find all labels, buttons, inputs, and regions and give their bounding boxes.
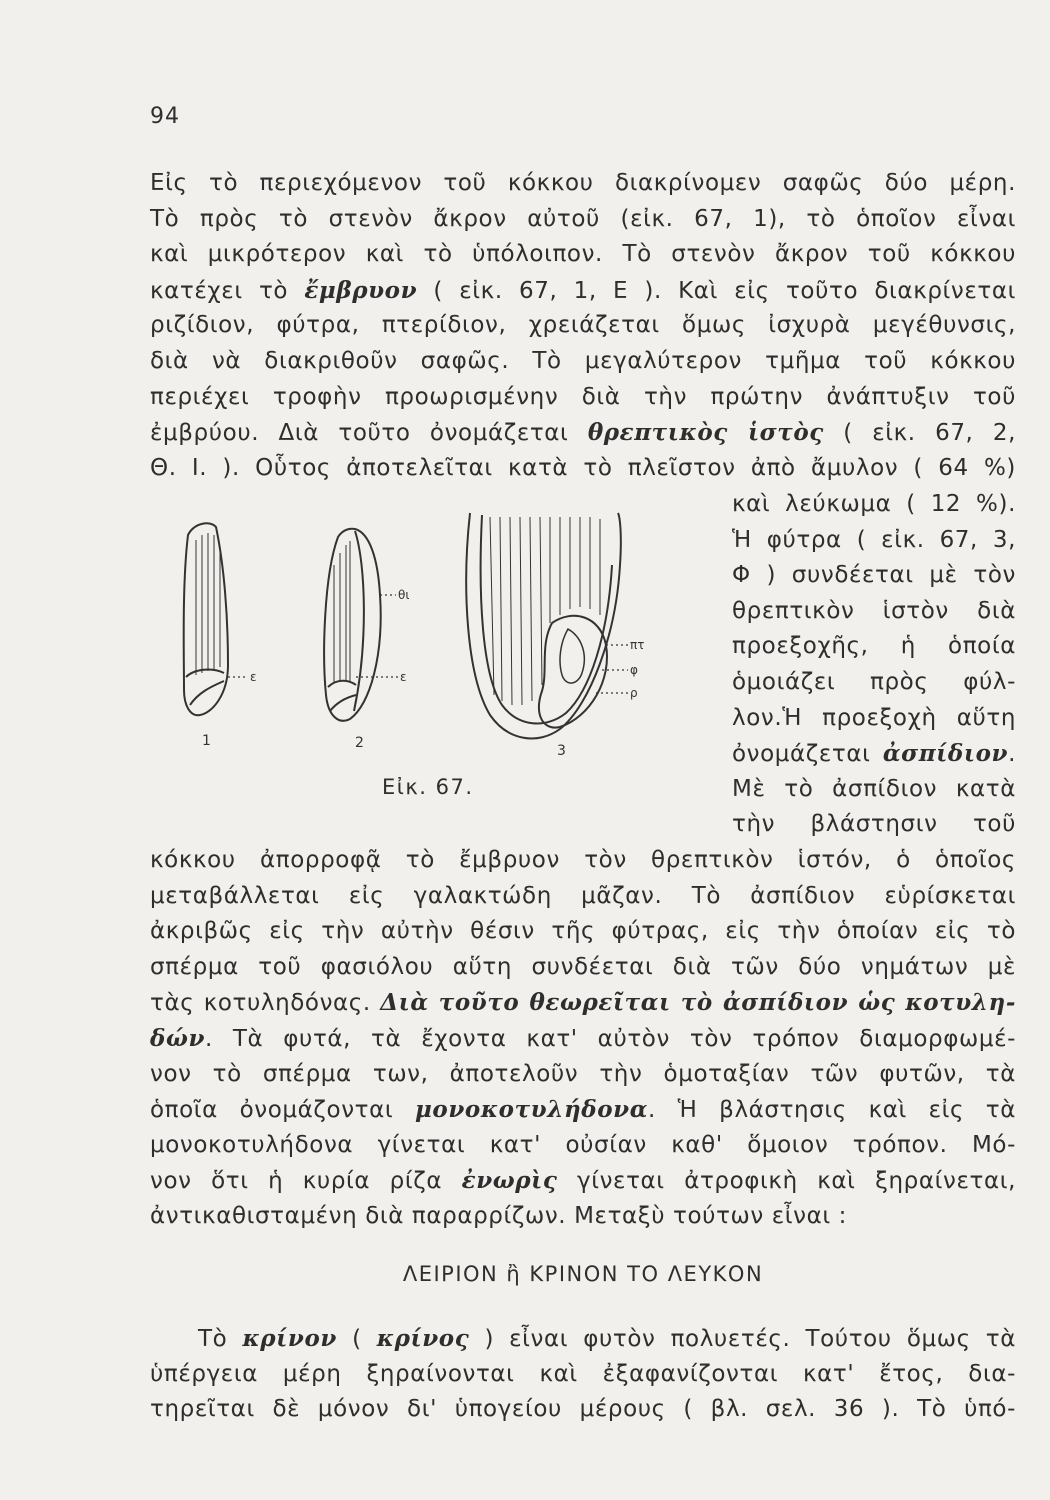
text-fragment: κατέχει τὸ: [150, 277, 305, 304]
text-line: [150, 985, 1016, 1021]
text-line: νον τὸ σπέρμα των, ἀποτελοῦν τὴν ὁμοταξίαν τῶν φυτῶν, τὰ: [150, 1060, 1016, 1087]
term-scutellum-statement: Διὰ τοῦτο θεωρεῖται τὸ ἀσπίδιον ὡς κοτυλη-: [380, 989, 1017, 1017]
text-line: [150, 273, 1016, 309]
text-line: καὶ μικρότερον καὶ τὸ ὑπόλοιπον. Τὸ στενὸν ἄκρον τοῦ κόκκου: [150, 241, 1016, 268]
text-line: Τὸ πρὸς τὸ στενὸν ἄκρον αὐτοῦ (εἰκ. 67, 1), τὸ ὁποῖον εἶναι: [150, 205, 1016, 232]
text-line: Εἰς τὸ περιεχόμενον τοῦ κόκκου διακρίνομεν σαφῶς δύο μέρη.: [150, 170, 1016, 196]
section-heading: ΛΕΙΡΙΟΝ ἢ ΚΡΙΝΟΝ ΤΟ ΛΕΥΚΟΝ: [402, 1262, 764, 1286]
term-lily: κρίνον: [242, 1325, 337, 1352]
text-line: ὑπέργεια μέρη ξηραίνονται καὶ ἐξαφανίζονται κατ' ἔτος, δια-: [150, 1360, 1016, 1387]
grain-1-hatching: [196, 533, 220, 675]
text-fragment: γίνεται ἀτροφικὴ καὶ ξηραίνεται,: [557, 1168, 1016, 1195]
term-monocotyledons: μονοκοτυλήδονα: [414, 1096, 649, 1124]
label-e2: ε: [400, 670, 407, 684]
term-lily-alt: κρίνος: [376, 1325, 470, 1352]
text-fragment: νον ὅτι ἡ κυρία ρίζα: [150, 1168, 462, 1195]
grain-illustration: [150, 505, 725, 805]
text-line: ἀντικαθισταμένη διὰ παραρρίζων. Μεταξὺ τούτων εἶναι :: [150, 1202, 848, 1229]
text-fragment: ( εἰκ. 67, 2,: [823, 420, 1016, 447]
text-line: [150, 415, 1016, 451]
grain-2-embryo: [328, 681, 356, 711]
text-fragment: ὀνομάζεται: [732, 741, 883, 768]
text-line: μεταβάλλεται εἰς γαλακτώδη μᾶζαν. Τὸ ἀσπίδιον εὑρίσκεται: [150, 882, 1016, 909]
text-line: περιέχει τροφὴν προωρισμένην διὰ τὴν πρώτην ἀνάπτυξιν τοῦ: [150, 383, 1016, 410]
text-fragment: .: [1008, 741, 1016, 768]
text-fragment: . Τὰ φυτά, τὰ ἔχοντα κατ' αὐτὸν τὸν τρόπον διαμορφωμέ-: [205, 1025, 1016, 1052]
text-line: ριζίδιον, φύτρα, πτερίδιον, χρειάζεται ὅμως ἰσχυρὰ μεγέθυνσις,: [150, 312, 1016, 339]
text-line: κόκκου ἀπορροφᾷ τὸ ἔμβρυον τὸν θρεπτικὸν ἱστόν, ὁ ὁποῖος: [150, 847, 1016, 873]
text-fragment: ( εἰκ. 67, 1, Ε ). Καὶ εἰς τοῦτο διακρίνεται: [417, 277, 1016, 304]
grain-1-outline: [184, 523, 228, 715]
text-line: [150, 1092, 1016, 1128]
label-ph: φ: [630, 663, 638, 677]
text-line: Φ ) συνδέεται μὲ τὸν: [732, 562, 1016, 589]
text-line: Ἡ φύτρα ( εἰκ. 67, 3,: [732, 526, 1016, 553]
text-line: σπέρμα τοῦ φασιόλου αὕτη συνδέεται διὰ τῶν δύο νημάτων μὲ: [150, 953, 1016, 980]
figure-67: [150, 505, 725, 805]
paragraph-3: [150, 1321, 1016, 1428]
text-line: προεξοχῆς, ἡ ὁποία: [732, 633, 1016, 660]
label-e1: ε: [250, 670, 257, 684]
term-cotyledon-end: δών: [150, 1024, 205, 1052]
figure-number-2: 2: [355, 735, 364, 751]
text-fragment: . Ἡ βλάστησις καὶ εἰς τὰ: [648, 1097, 1016, 1124]
text-fragment: Τὸ: [198, 1326, 243, 1352]
term-embryo: ἔμβρυον: [304, 276, 418, 304]
text-line: [150, 1163, 1016, 1199]
text-line: [150, 1021, 1016, 1057]
side-text: [732, 487, 1016, 843]
paragraph-2: [150, 843, 1016, 1235]
text-line: διὰ νὰ διακριθοῦν σαφῶς. Τὸ μεγαλύτερον τμῆμα τοῦ κόκκου: [150, 347, 1016, 374]
text-fragment: ἐμβρύου. Διὰ τοῦτο ὀνομάζεται: [150, 420, 588, 447]
text-line: λον.Ἡ προεξοχὴ αὕτη: [732, 704, 1016, 731]
page-number: 94: [150, 104, 180, 129]
text-line: μονοκοτυλήδονα γίνεται κατ' οὐσίαν καθ' ὅμοιον τρόπον. Μό-: [150, 1131, 1016, 1158]
text-fragment: ) εἶναι φυτὸν πολυετές. Τούτου ὅμως τὰ: [469, 1326, 1017, 1352]
text-line: Μὲ τὸ ἀσπίδιον κατὰ: [732, 775, 1016, 802]
text-line: Θ. Ι. ). Οὗτος ἀποτελεῖται κατὰ τὸ πλεῖστον ἀπὸ ἄμυλον ( 64 %): [150, 454, 1016, 481]
text-line: θρεπτικὸν ἱστὸν διὰ: [732, 597, 1016, 624]
paragraph-1: [150, 166, 1016, 486]
text-line: τηρεῖται δὲ μόνον δι' ὑπογείου μέρους ( βλ. σελ. 36 ). Τὸ ὑπό-: [150, 1396, 1016, 1423]
text-fragment: τὰς κοτυληδόνας.: [150, 990, 381, 1017]
text-line: ἀκριβῶς εἰς τὴν αὐτὴν θέσιν τῆς φύτρας, εἰς τὴν ὁποίαν εἰς τὸ: [150, 918, 1016, 945]
figure-number-1: 1: [202, 733, 211, 749]
label-r: ρ: [630, 686, 638, 700]
text-line: καὶ λεύκωμα ( 12 %).: [732, 491, 1016, 517]
text-line: τὴν βλάστησιν τοῦ: [732, 811, 1016, 838]
label-th: θι: [398, 588, 410, 602]
grain-2-hatching: [334, 541, 350, 683]
text-fragment: ὁποῖα ὀνομάζονται: [150, 1097, 415, 1124]
text-line: [732, 736, 1016, 772]
term-early: ἐνωρὶς: [461, 1167, 558, 1195]
term-nutritive-tissue: θρεπτικὸς ἱστὸς: [587, 419, 824, 447]
text-fragment: (: [336, 1326, 377, 1352]
figure-number-3: 3: [557, 743, 566, 759]
grain-2-outline: [324, 529, 381, 721]
label-pt: πτ: [630, 638, 645, 652]
grain-3-plumule: [560, 629, 584, 683]
text-line: [150, 1321, 1016, 1357]
text-line: ὁμοιάζει πρὸς φύλ-: [732, 668, 1016, 695]
term-scutellum: ἀσπίδιον: [882, 740, 1009, 768]
figure-caption: Εἰκ. 67.: [382, 775, 474, 799]
